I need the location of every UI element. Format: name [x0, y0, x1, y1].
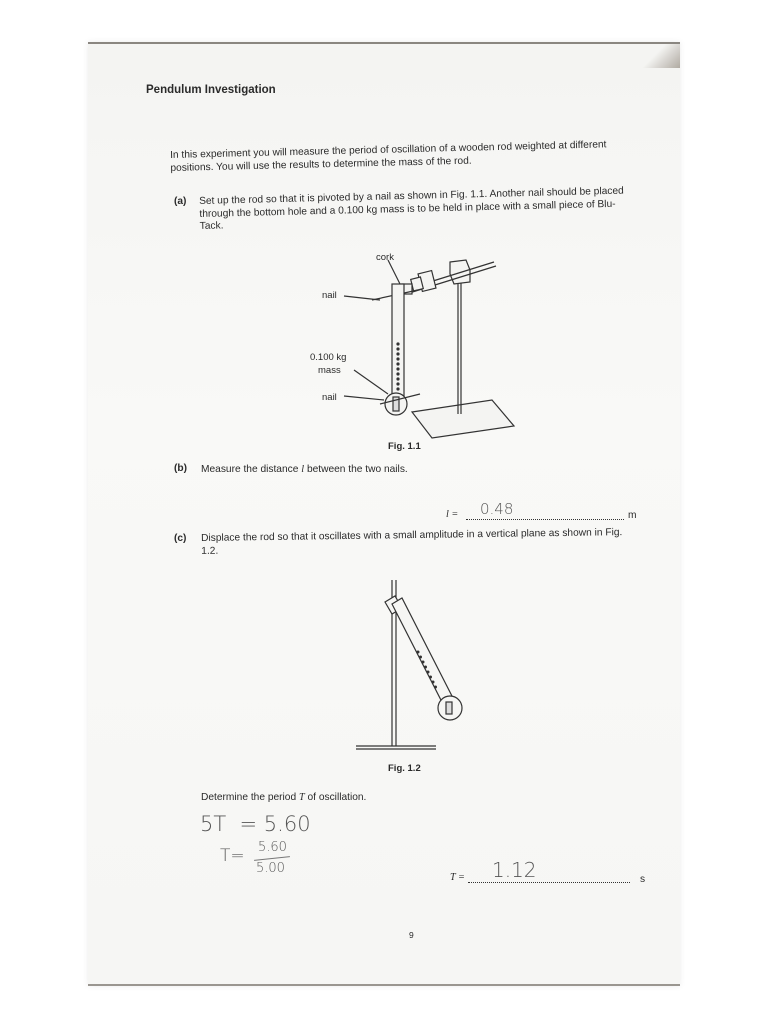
answer-l-symbol: l = [446, 509, 459, 520]
fig-1-1-diagram [300, 248, 530, 448]
page-title: Pendulum Investigation [146, 84, 276, 96]
answer-t-unit: s [640, 874, 646, 885]
label-nail-top: nail [322, 290, 337, 301]
part-c-instruction-symbol: T [298, 792, 305, 803]
part-a-label: (a) [174, 196, 187, 207]
answer-t-value: 1.12 [492, 858, 537, 882]
part-c-instruction-before: Determine the period [201, 792, 297, 803]
working-t-equals: T= [220, 846, 245, 866]
working-line-1: 5T = 5.60 [200, 812, 311, 836]
answer-t-symbol: T = [450, 872, 465, 883]
answer-l-unit: m [628, 510, 637, 521]
part-c-instruction [201, 792, 366, 805]
intro-paragraph: In this experiment you will measure the period of oscillation of a wooden rod weighted at different positions. You will use the results to determine the mass of the rod. [170, 139, 607, 174]
part-b-symbol: l [301, 464, 305, 475]
part-b-label: (b) [174, 463, 188, 474]
fig-1-2-diagram [352, 574, 472, 756]
label-mass-word: mass [318, 365, 341, 376]
label-mass-value: 0.100 kg [310, 352, 347, 363]
part-c-label: (c) [174, 533, 187, 544]
part-b-text-before: Measure the distance [201, 464, 299, 475]
fig-1-2-caption: Fig. 1.2 [388, 763, 421, 774]
label-cork: cork [376, 252, 394, 263]
page-number: 9 [409, 930, 414, 940]
page-corner-shadow [640, 44, 680, 68]
working-denominator: 5.00 [256, 861, 285, 876]
label-nail-bottom: nail [322, 392, 337, 403]
part-b-text [201, 464, 408, 477]
part-b-text-after: between the two nails. [306, 464, 408, 475]
part-c-instruction-after: of oscillation. [307, 792, 367, 803]
fig-1-1-caption: Fig. 1.1 [388, 441, 421, 452]
answer-l-value: 0.48 [480, 500, 514, 518]
part-c-text: Displace the rod so that it oscillates with a small amplitude in a vertical plane as shown in Fig. 1.2. [201, 527, 623, 557]
part-a-text: Set up the rod so that it is pivoted by a nail as shown in Fig. 1.1. Another nail should be placed through the bottom hole and a 0.100 kg mass is to be held in place with a small piece of Blu-Tack. [199, 185, 624, 232]
working-numerator: 5.60 [258, 840, 287, 855]
